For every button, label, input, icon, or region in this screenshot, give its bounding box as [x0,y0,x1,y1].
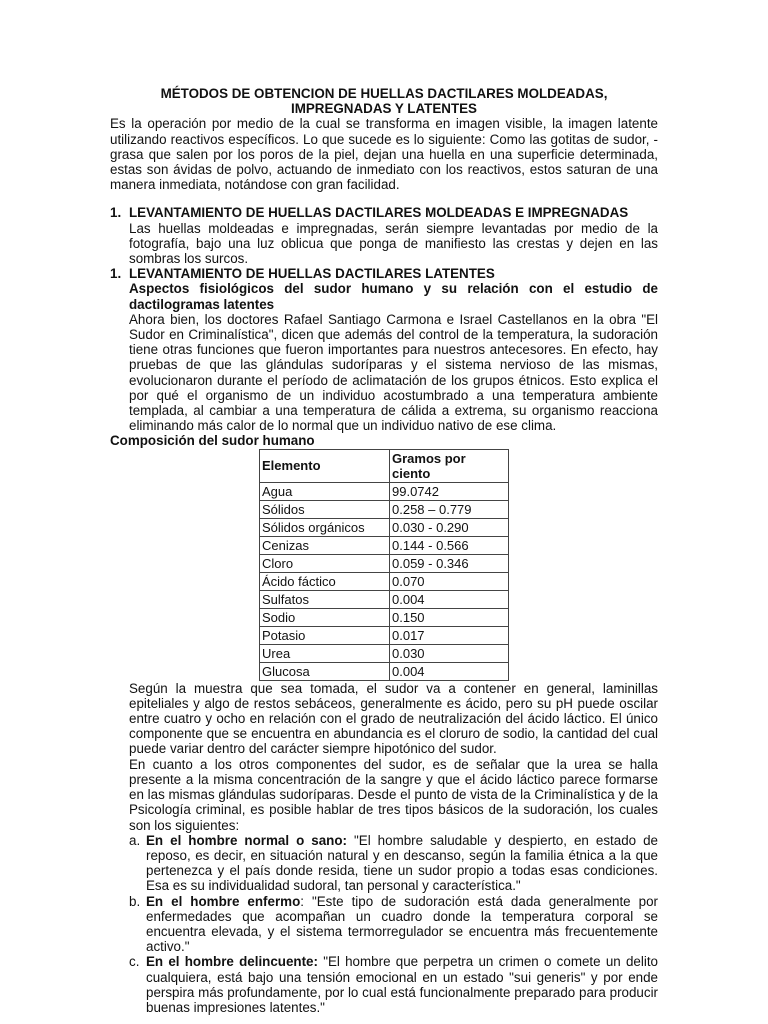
grams-cell: 99.0742 [390,482,509,500]
list-item [110,894,658,955]
list-item-text: "El hombre saludable y despierto, en estado de reposo, es decir, en situación natural y en descanso, según la familia étnica a la que pertenezca y el país donde resida, tiene un sudor propio a todas esas condiciones. Esa es su individualidad sudoral, tan personal y característica." [146,832,658,894]
element-cell: Sulfatos [260,590,390,608]
section2-heading-text: LEVANTAMIENTO DE HUELLAS DACTILARES LATENTES [129,266,495,282]
table-row [260,500,509,518]
list-marker: c. [129,954,140,970]
list-item-text: "El hombre que perpetra un crimen o comete un delito cualquiera, está bajo una tensión emocional en un estado "sui generis" y por ende perspira más profundamente, por lo cual está funcionalmente preparado para producir buenas impresiones latentes." [146,954,658,1015]
table-title: Composición del sudor humano [110,433,315,449]
section1-heading [110,205,658,220]
section1-paragraph: Las huellas moldeadas e impregnadas, serán siempre levantadas por medio de la fotografía, bajo una luz oblicua que ponga de manifiesto las crestas y dejen en las sombras los surcos. [129,220,658,267]
table-row [260,590,509,608]
element-cell: Sodio [260,608,390,626]
list-item [110,954,658,1015]
grams-cell: 0.017 [390,626,509,644]
table-row [260,662,509,680]
section2-subheading: Aspectos fisiológicos del sudor humano y su relación con el estudio de dactilogramas latentes [129,281,658,312]
element-cell: Urea [260,644,390,662]
table-row [260,626,509,644]
table-header-cell: Gramos por ciento [390,449,509,482]
list-item-text: : "Este tipo de sudoración está dada generalmente por enfermedades que acompañan un cuadro donde la temperatura corporal se encuentra elevada, y el sistema termorregulador se encuentra más frecuentemente activo." [146,893,658,955]
section2-heading [110,266,658,281]
section2-paragraph1: Ahora bien, los doctores Rafael Santiago Carmona e Israel Castellanos en la obra "El Sudor en Criminalística", dicen que además del control de la temperatura, la sudoración tiene otras funciones que fueron importantes para nuestros antecesores. En efecto, hay pruebas de que las glándulas sudoríparas y el sistema nervioso de las mismas, evolucionaron durante el período de aclimatación de los grupos étnicos. Esto explica el por qué el organismo de un individuo acostumbrado a una temperatura ambiente templada, al cambiar a una temperatura de cálida a extrema, su organismo reacciona eliminando más calor de lo normal que un individuo nativo de ese clima. [129,311,658,434]
list-item [110,833,658,894]
table-row [260,608,509,626]
list-item-label: En el hombre enfermo [146,893,301,909]
element-cell: Sólidos orgánicos [260,518,390,536]
grams-cell: 0.030 [390,644,509,662]
grams-cell: 0.258 – 0.779 [390,500,509,518]
table-row [260,518,509,536]
sweat-types-list [110,833,658,1015]
element-cell: Cenizas [260,536,390,554]
element-cell: Agua [260,482,390,500]
element-cell: Potasio [260,626,390,644]
spacer [110,192,658,205]
list-item-label: En el hombre delincuente: [146,954,318,970]
table-header-row [260,449,509,482]
table-body [260,482,509,680]
table-row [260,536,509,554]
document-title: MÉTODOS DE OBTENCION DE HUELLAS DACTILARES MOLDEADAS, IMPREGNADAS Y LATENTES [160,86,608,117]
table-row [260,554,509,572]
section1-heading-text: LEVANTAMIENTO DE HUELLAS DACTILARES MOLDEADAS E IMPREGNADAS [129,205,629,221]
grams-cell: 0.150 [390,608,509,626]
sweat-composition-table [259,449,509,681]
table-row [260,572,509,590]
element-cell: Cloro [260,554,390,572]
table-row [260,482,509,500]
element-cell: Glucosa [260,662,390,680]
list-marker: a. [129,832,141,848]
table-header-cell: Elemento [260,449,390,482]
grams-cell: 0.030 - 0.290 [390,518,509,536]
section1-number: 1. [110,205,122,221]
grams-cell: 0.004 [390,662,509,680]
element-cell: Ácido fáctico [260,572,390,590]
grams-cell: 0.059 - 0.346 [390,554,509,572]
table-row [260,644,509,662]
intro-paragraph: Es la operación por medio de la cual se transforma en imagen visible, la imagen latente utilizando reactivos específicos. Lo que sucede es lo siguiente: Como las gotitas de sudor, -grasa que salen por los poros de la piel, dejan una huella en una superficie determinada, estas son ávidas de polvo, actuando de inmediato con los reactivos, estos saturan de una manera inmediata, notándose con gran facilidad. [110,116,658,193]
grams-cell: 0.144 - 0.566 [390,536,509,554]
section2-number: 1. [110,266,122,282]
section2-paragraph3: En cuanto a los otros componentes del sudor, es de señalar que la urea se halla presente a la misma concentración de la sangre y que el ácido láctico parece formarse en las mismas glándulas sudoríparas. Desde el punto de vista de la Criminalística y de la Psicología criminal, es posible hablar de tres tipos básicos de la sudoración, los cuales son los siguientes: [129,756,658,833]
section2-paragraph2: Según la muestra que sea tomada, el sudor va a contener en general, laminillas epiteliales y algo de restos sebáceos, generalmente es ácido, pero su pH puede oscilar entre cuatro y ocho en relación con el grado de neutralización del ácido láctico. El único componente que se encuentra en abundancia es el cloruro de sodio, la cantidad del cual puede variar dentro del carácter siempre hipotónico del sudor. [129,680,658,757]
list-item-label: En el hombre normal o sano: [146,832,347,848]
document-body [110,86,658,1015]
list-marker: b. [129,893,141,909]
grams-cell: 0.004 [390,590,509,608]
grams-cell: 0.070 [390,572,509,590]
element-cell: Sólidos [260,500,390,518]
